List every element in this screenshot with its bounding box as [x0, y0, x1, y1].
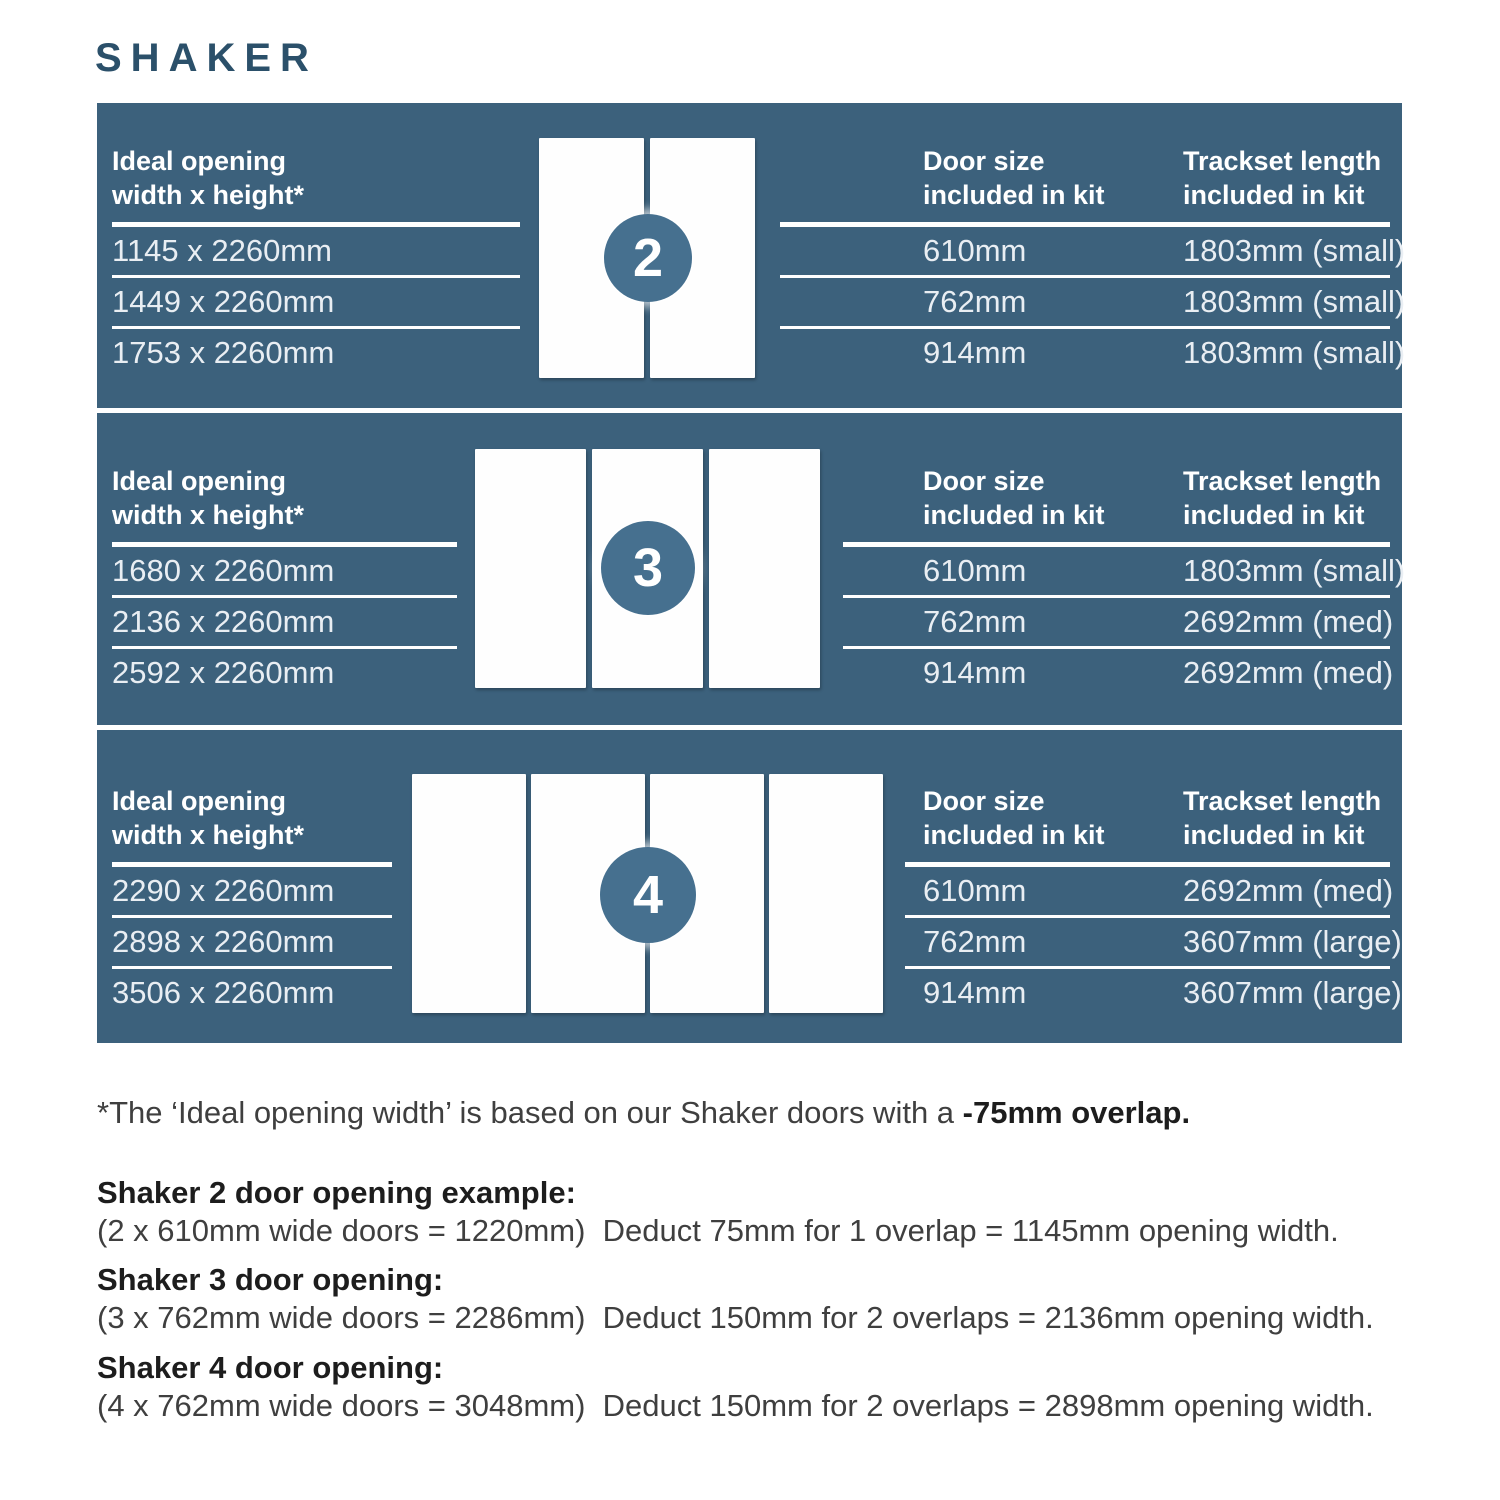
kit-section-4-door	[97, 743, 1402, 1048]
spec-panel	[97, 103, 1406, 1043]
door-panel	[709, 449, 820, 688]
opening-value: 2290 x 2260mm	[112, 867, 392, 918]
door-panel	[412, 774, 526, 1013]
opening-value: 1145 x 2260mm	[112, 227, 520, 278]
example-body-2-door: (2 x 610mm wide doors = 1220mm) Deduct 75mm for 1 overlap = 1145mm opening width.	[97, 1213, 1339, 1248]
kit-rows	[843, 547, 1406, 697]
trackset-value: 2692mm (med)	[1183, 655, 1394, 690]
door-size-value: 914mm	[923, 335, 1027, 370]
page-title: SHAKER	[95, 36, 318, 80]
opening-value: 1753 x 2260mm	[112, 335, 335, 370]
trackset-value: 1803mm (small)	[1183, 553, 1406, 588]
overlap-footnote	[97, 1095, 1190, 1131]
kit-row	[843, 547, 1406, 598]
trackset-column-header: Trackset length included in kit	[1183, 146, 1382, 210]
section-divider	[97, 725, 1402, 730]
opening-rows	[112, 227, 520, 377]
door-count-badge: 4	[600, 847, 696, 943]
door-size-value: 914mm	[923, 975, 1027, 1010]
trackset-value: 1803mm (small)	[1183, 233, 1406, 268]
opening-column-header: Ideal opening width x height*	[112, 466, 304, 530]
door-size-value: 762mm	[923, 604, 1027, 639]
example-body-3-door: (3 x 762mm wide doors = 2286mm) Deduct 150mm for 2 overlaps = 2136mm opening width.	[97, 1300, 1374, 1335]
door-size-value: 914mm	[923, 655, 1027, 690]
kit-row	[780, 278, 1406, 329]
door-size-value: 610mm	[923, 233, 1027, 268]
example-heading-3-door: Shaker 3 door opening:	[97, 1262, 444, 1297]
trackset-value: 3607mm (large)	[1183, 924, 1402, 959]
trackset-value: 2692mm (med)	[1183, 604, 1394, 639]
trackset-value: 2692mm (med)	[1183, 873, 1394, 908]
door-size-value: 610mm	[923, 873, 1027, 908]
trackset-value: 1803mm (small)	[1183, 284, 1406, 319]
kit-row	[905, 969, 1402, 1017]
door-size-value: 762mm	[923, 284, 1027, 319]
example-body-4-door: (4 x 762mm wide doors = 3048mm) Deduct 150mm for 2 overlaps = 2898mm opening width.	[97, 1388, 1374, 1423]
section-divider	[97, 408, 1402, 413]
kit-row	[843, 649, 1394, 697]
opening-value: 2592 x 2260mm	[112, 655, 335, 690]
kit-row	[905, 918, 1402, 969]
opening-rows	[112, 867, 392, 1017]
door-count-badge: 2	[604, 214, 692, 302]
trackset-value: 3607mm (large)	[1183, 975, 1402, 1010]
opening-value: 3506 x 2260mm	[112, 975, 335, 1010]
trackset-value: 1803mm (small)	[1183, 335, 1406, 370]
door-panel	[769, 774, 883, 1013]
example-heading-2-door: Shaker 2 door opening example:	[97, 1175, 576, 1210]
kit-row	[780, 227, 1406, 278]
opening-value: 1680 x 2260mm	[112, 547, 457, 598]
trackset-column-header: Trackset length included in kit	[1183, 786, 1382, 850]
door-size-column-header: Door size included in kit	[923, 786, 1105, 850]
door-count-badge: 3	[601, 521, 695, 615]
kit-row	[905, 867, 1394, 918]
door-size-value: 762mm	[923, 924, 1027, 959]
opening-column-header: Ideal opening width x height*	[112, 146, 304, 210]
opening-value: 1449 x 2260mm	[112, 278, 520, 329]
kit-section-3-door	[97, 423, 1406, 728]
door-panel	[475, 449, 586, 688]
kit-row	[780, 329, 1406, 377]
trackset-column-header: Trackset length included in kit	[1183, 466, 1382, 530]
footnote-text: *The ‘Ideal opening width’ is based on our Shaker doors with a	[97, 1095, 963, 1130]
kit-section-2-door	[97, 103, 1406, 408]
kit-row	[843, 598, 1394, 649]
door-size-column-header: Door size included in kit	[923, 466, 1105, 530]
door-size-column-header: Door size included in kit	[923, 146, 1105, 210]
footnote-bold: -75mm overlap.	[962, 1095, 1191, 1130]
opening-value: 2136 x 2260mm	[112, 598, 457, 649]
door-size-value: 610mm	[923, 553, 1027, 588]
kit-rows	[905, 867, 1402, 1017]
opening-column-header: Ideal opening width x height*	[112, 786, 304, 850]
opening-rows	[112, 547, 457, 697]
kit-rows	[780, 227, 1406, 377]
example-heading-4-door: Shaker 4 door opening:	[97, 1350, 444, 1385]
opening-value: 2898 x 2260mm	[112, 918, 392, 969]
